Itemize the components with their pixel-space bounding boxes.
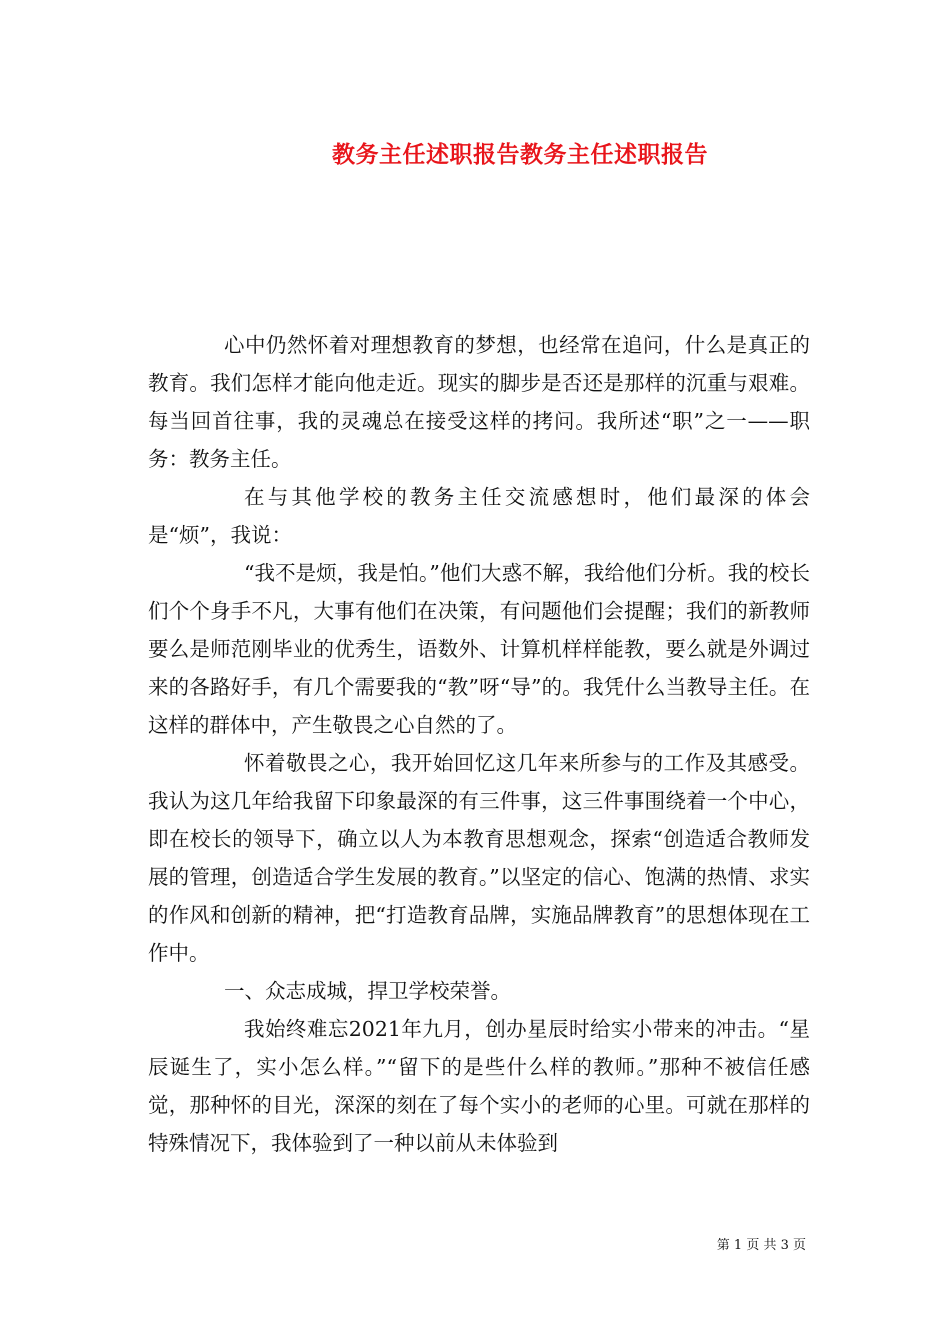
paragraph-2: 在与其他学校的教务主任交流感想时，他们最深的体会是“烦”，我说： <box>148 485 810 547</box>
paragraph-5: 我始终难忘2021年九月，创办星辰时给实小带来的冲击。“星辰诞生了，实小怎么样。”“留下的是些什么样的教师。”那种不被信任感觉，那种怀的目光，深深的刻在了每个实小的老师的心里。可就在那样的特殊情况下，我体验到了一种以前从未体验到 <box>148 1017 810 1155</box>
document-body <box>148 326 810 1162</box>
page-footer: 第 1 页 共 3 页 <box>716 1238 806 1253</box>
section-heading-1: 一、众志成城，捍卫学校荣誉。 <box>224 979 511 1003</box>
document-title: 教务主任述职报告教务主任述职报告 <box>332 141 708 168</box>
paragraph-3: “我不是烦，我是怕。”他们大惑不解，我给他们分析。我的校长们个个身手不凡，大事有他们在决策，有问题他们会提醒；我们的新教师要么是师范刚毕业的优秀生，语数外、计算机样样能教，要么就是外调过来的各路好手，有几个需要我的“教”呀“导”的。我凭什么当教导主任。在这样的群体中，产生敬畏之心自然的了。 <box>148 561 810 737</box>
paragraph-1: 心中仍然怀着对理想教育的梦想，也经常在追问，什么是真正的教育。我们怎样才能向他走近。现实的脚步是否还是那样的沉重与艰难。每当回首往事，我的灵魂总在接受这样的拷问。我所述“职”之一——职务：教务主任。 <box>148 333 810 471</box>
paragraph-4: 怀着敬畏之心，我开始回忆这几年来所参与的工作及其感受。我认为这几年给我留下印象最深的有三件事，这三件事围绕着一个中心，即在校长的领导下，确立以人为本教育思想观念，探索“创造适合教师发展的管理，创造适合学生发展的教育。”以坚定的信心、饱满的热情、求实的作风和创新的精神，把“打造教育品牌，实施品牌教育”的思想体现在工作中。 <box>148 751 810 965</box>
